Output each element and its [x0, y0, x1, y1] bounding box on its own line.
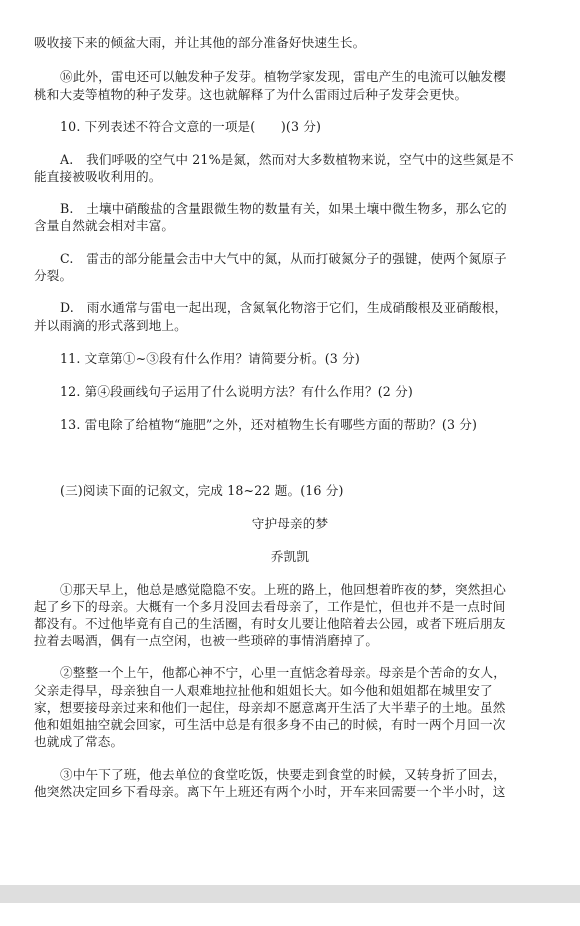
- story-paragraph-2-line-5: 也就成了常态。: [34, 734, 124, 749]
- question-12: 12. 第④段画线句子运用了什么说明方法？有什么作用？(2 分): [60, 384, 413, 399]
- option-d-line-2: 并以雨滴的形式落到地上。: [34, 318, 187, 333]
- story-paragraph-1-line-4: 拉着去喝酒，偶有一点空闲，也被一些琐碎的事情消磨掉了。: [34, 633, 379, 648]
- paragraph-16-line-2: 桃和大麦等植物的种子发芽。这也就解释了为什么雷雨过后种子发芽会更快。: [34, 87, 468, 102]
- paragraph-16-line-1: ⑯此外，雷电还可以触发种子发芽。植物学家发现，雷电产生的电流可以触发樱: [60, 69, 507, 84]
- question-10: 10. 下列表述不符合文意的一项是( )(3 分): [60, 119, 322, 134]
- story-paragraph-3-line-1: ③中午下了班，他去单位的食堂吃饭，快要走到食堂的时候，又转身折了回去，: [60, 767, 507, 782]
- story-paragraph-1-line-3: 都没有。不过他毕竟有自己的生活圈，有时女儿要让他陪着去公园，或者下班后朋友: [34, 616, 506, 631]
- text-line: 吸收接下来的倾盆大雨，并让其他的部分准备好快速生长。: [34, 35, 366, 50]
- option-a-line-1: A. 我们呼吸的空气中 21%是氮，然而对大多数植物来说，空气中的这些氮是不: [60, 152, 514, 167]
- option-d-line-1: D. 雨水通常与雷电一起出现，含氮氧化物溶于它们，生成硝酸根及亚硝酸根，: [60, 300, 508, 315]
- story-paragraph-1-line-1: ①那天早上，他总是感觉隐隐不安。上班的路上，他回想着昨夜的梦，突然担心: [60, 582, 507, 597]
- question-13: 13. 雷电除了给植物“施肥”之外，还对植物生长有哪些方面的帮助？(3 分): [60, 417, 478, 432]
- option-a-line-2: 能直接被吸收利用的。: [34, 169, 162, 184]
- option-b-line-1: B. 土壤中硝酸盐的含量跟微生物的数量有关，如果土壤中微生物多，那么它的: [60, 201, 507, 216]
- story-paragraph-2-line-1: ②整整一个上午，他都心神不宁，心里一直惦念着母亲。母亲是个苦命的女人，: [60, 665, 507, 680]
- option-c-line-1: C. 雷击的部分能量会击中大气中的氮，从而打破氮分子的强键，使两个氮原子: [60, 251, 507, 266]
- page-separator-bar: [0, 885, 580, 903]
- option-c-line-2: 分裂。: [34, 268, 73, 283]
- story-paragraph-2-line-4: 他和姐姐抽空就会回家，可生活中总是有很多身不由己的时候，有时一两个月回一次: [34, 717, 506, 732]
- next-page-area: [0, 903, 580, 926]
- option-b-line-2: 含量自然就会相对丰富。: [34, 218, 175, 233]
- article-author: 乔凯凯: [270, 549, 310, 564]
- question-11: 11. 文章第①~③段有什么作用？请简要分析。(3 分): [60, 351, 360, 366]
- story-paragraph-3-line-2: 他突然决定回乡下看母亲。离下午上班还有两个小时，开车来回需要一个半小时，这: [34, 784, 506, 799]
- story-paragraph-2-line-2: 父亲走得早，母亲独自一人艰难地拉扯他和姐姐长大。如今他和姐姐都在城里安了: [34, 683, 493, 698]
- story-paragraph-1-line-2: 起了乡下的母亲。大概有一个多月没回去看母亲了，工作是忙，但也并不是一点时间: [34, 599, 506, 614]
- section-3-heading: (三)阅读下面的记叙文，完成 18~22 题。(16 分): [60, 483, 344, 498]
- story-paragraph-2-line-3: 家，想要接母亲过来和他们一起住，母亲却不愿意离开生活了大半辈子的土地。虽然: [34, 700, 506, 715]
- article-title: 守护母亲的梦: [251, 516, 329, 531]
